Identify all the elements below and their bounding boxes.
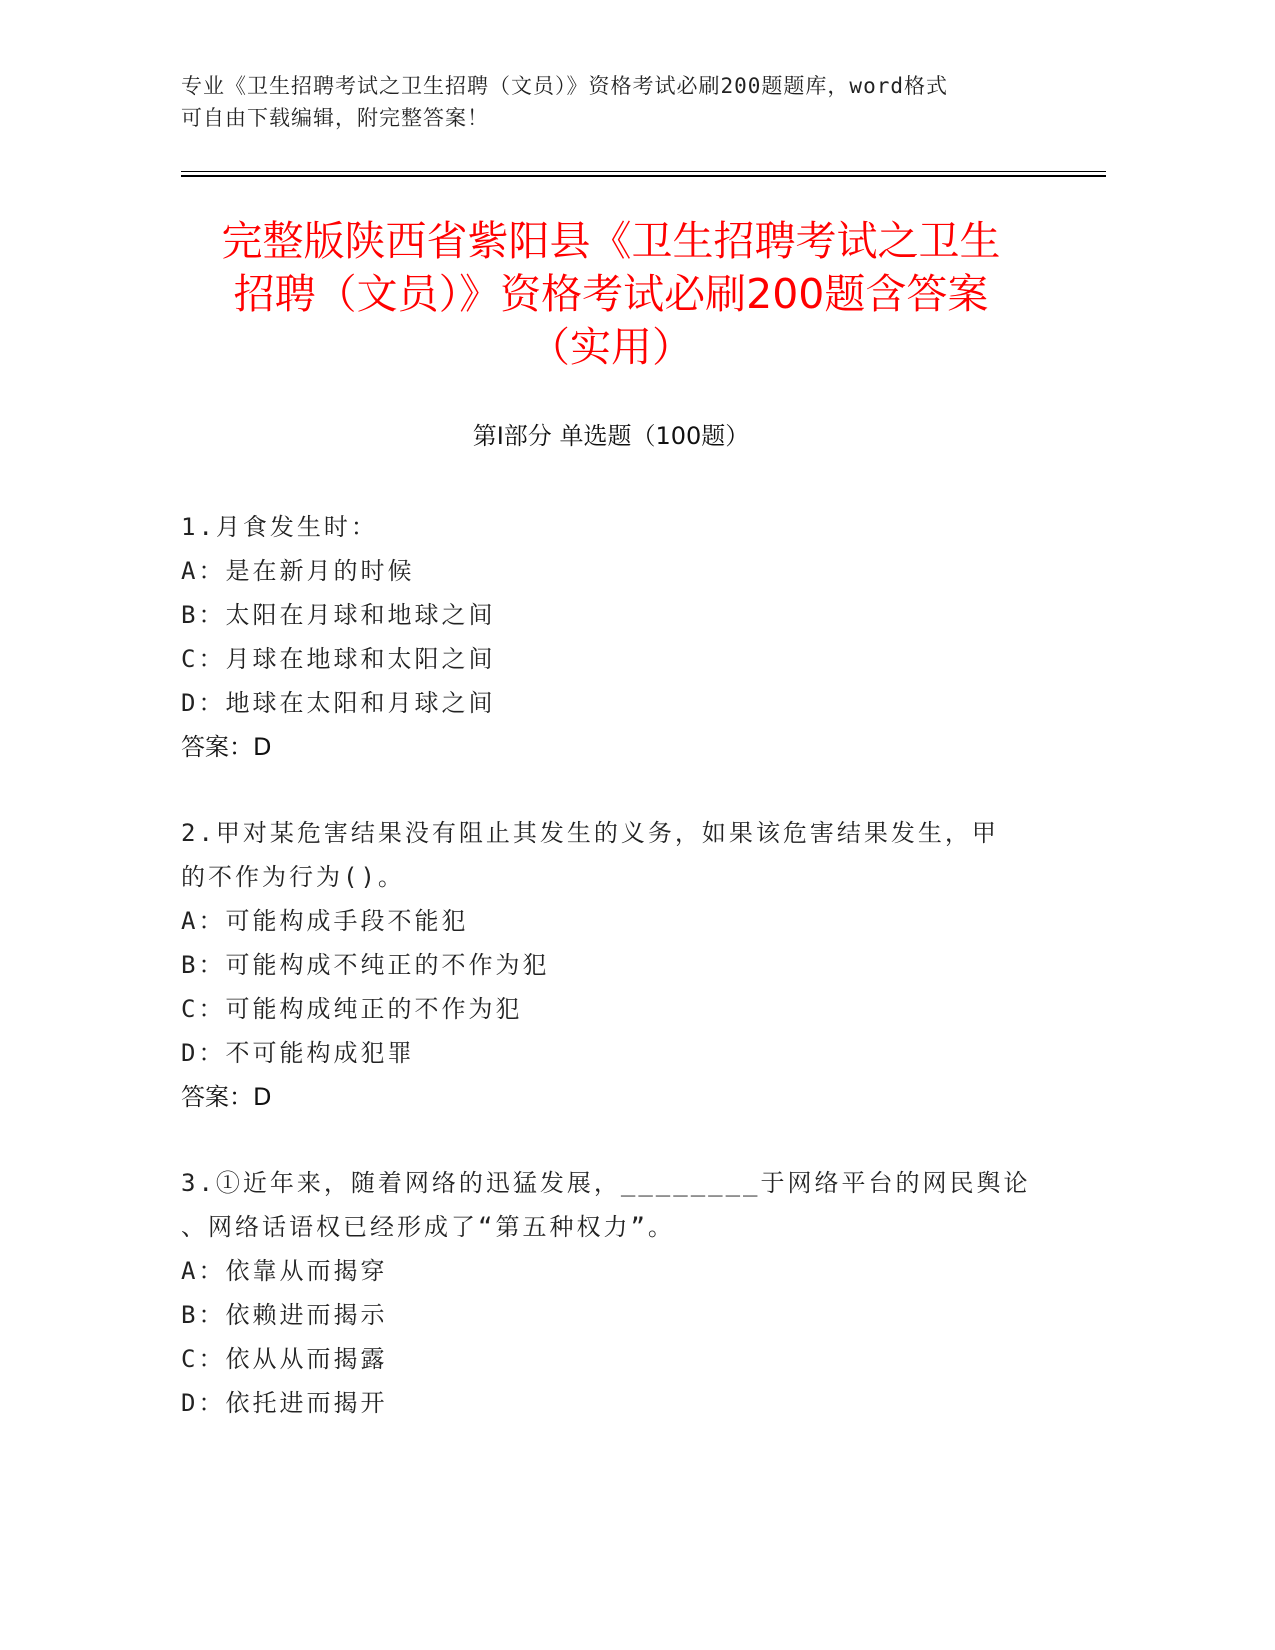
question-stem-continued: 、网络话语权已经形成了“第五种权力”。: [181, 1213, 675, 1241]
header-divider-thin: [181, 171, 1106, 172]
option-c: C：可能构成纯正的不作为犯: [181, 995, 523, 1023]
question-stem: 1.月食发生时：: [181, 513, 378, 541]
option-c: C：依从从而揭露: [181, 1345, 388, 1373]
option-a: A：依靠从而揭穿: [181, 1257, 388, 1285]
title-line: 完整版陕西省紫阳县《卫生招聘考试之卫生: [221, 217, 1001, 265]
question-item: [181, 1161, 1031, 1425]
question-item: [181, 811, 1031, 1119]
question-item: [181, 505, 1031, 769]
title-line: （实用）: [529, 323, 693, 371]
answer-line: 答案：D: [181, 733, 272, 761]
question-stem: 2.甲对某危害结果没有阻止其发生的义务，如果该危害结果发生，甲: [181, 819, 999, 847]
option-b: B：可能构成不纯正的不作为犯: [181, 951, 550, 979]
section-heading: 第Ⅰ部分 单选题（100题）: [472, 422, 750, 450]
option-d: D：不可能构成犯罪: [181, 1039, 415, 1067]
header-line: 专业《卫生招聘考试之卫生招聘（文员）》资格考试必刷200题题库，word格式: [181, 74, 948, 98]
document-title: [181, 215, 1041, 374]
option-b: B：依赖进而揭示: [181, 1301, 388, 1329]
option-a: A：是在新月的时候: [181, 557, 415, 585]
question-stem: 3.①近年来，随着网络的迅猛发展，________于网络平台的网民舆论: [181, 1169, 1031, 1197]
answer-line: 答案：D: [181, 1083, 272, 1111]
question-stem-continued: 的不作为行为()。: [181, 863, 405, 891]
question-list: [181, 505, 1031, 1467]
option-c: C：月球在地球和太阳之间: [181, 645, 496, 673]
document-header: [181, 70, 1041, 134]
option-d: D：依托进而揭开: [181, 1389, 388, 1417]
header-divider-thick: [181, 175, 1106, 177]
option-d: D：地球在太阳和月球之间: [181, 689, 496, 717]
option-b: B：太阳在月球和地球之间: [181, 601, 496, 629]
header-line: 可自由下载编辑，附完整答案！: [181, 106, 489, 130]
title-line: 招聘（文员）》资格考试必刷200题含答案: [233, 270, 989, 318]
option-a: A：可能构成手段不能犯: [181, 907, 469, 935]
